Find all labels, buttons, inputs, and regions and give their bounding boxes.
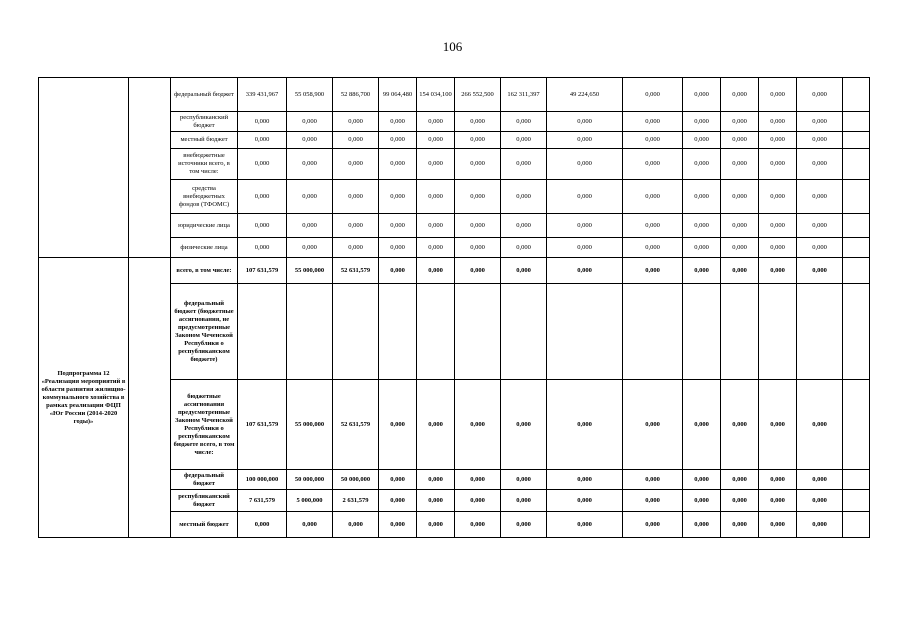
amount-cell: 0,000 (721, 78, 759, 112)
amount-cell: 0,000 (683, 490, 721, 512)
amount-cell: 0,000 (238, 112, 287, 132)
table-row (39, 78, 870, 112)
amount-cell: 0,000 (547, 149, 623, 180)
amount-cell: 0,000 (501, 238, 547, 258)
amount-cell: 0,000 (547, 470, 623, 490)
amount-cell: 0,000 (455, 470, 501, 490)
amount-cell: 0,000 (547, 490, 623, 512)
amount-cell: 0,000 (287, 149, 333, 180)
amount-cell: 0,000 (417, 490, 455, 512)
funding-source-cell: местный бюджет (171, 512, 238, 538)
amount-cell: 0,000 (721, 380, 759, 470)
funding-source-cell: местный бюджет (171, 132, 238, 149)
amount-cell: 0,000 (797, 214, 843, 238)
amount-cell: 0,000 (455, 238, 501, 258)
amount-cell: 0,000 (797, 238, 843, 258)
amount-cell: 0,000 (683, 132, 721, 149)
amount-cell: 0,000 (759, 380, 797, 470)
amount-cell: 0,000 (501, 512, 547, 538)
empty-cell (843, 214, 870, 238)
amount-cell: 0,000 (547, 258, 623, 284)
empty-cell (238, 284, 287, 380)
amount-cell: 50 000,000 (287, 470, 333, 490)
amount-cell: 0,000 (333, 180, 379, 214)
empty-cell (333, 284, 379, 380)
amount-cell: 0,000 (238, 512, 287, 538)
amount-cell: 0,000 (455, 214, 501, 238)
funding-source-cell: средства внебюджетных фондов (ТФОМС) (171, 180, 238, 214)
funding-source-cell: внебюджетные источники всего, в том числе: (171, 149, 238, 180)
amount-cell: 0,000 (721, 490, 759, 512)
amount-cell: 0,000 (287, 214, 333, 238)
empty-cell (623, 284, 683, 380)
empty-cell (721, 284, 759, 380)
amount-cell: 0,000 (683, 180, 721, 214)
amount-cell: 0,000 (721, 258, 759, 284)
empty-cell (797, 284, 843, 380)
amount-cell: 107 631,579 (238, 258, 287, 284)
empty-cell (129, 258, 171, 538)
amount-cell: 0,000 (417, 238, 455, 258)
amount-cell: 0,000 (759, 490, 797, 512)
amount-cell: 0,000 (683, 238, 721, 258)
amount-cell: 0,000 (683, 78, 721, 112)
amount-cell: 0,000 (797, 78, 843, 112)
amount-cell: 0,000 (287, 112, 333, 132)
amount-cell: 0,000 (797, 112, 843, 132)
amount-cell: 0,000 (379, 380, 417, 470)
funding-source-cell: физические лица (171, 238, 238, 258)
empty-cell (843, 78, 870, 112)
amount-cell: 0,000 (238, 149, 287, 180)
amount-cell: 0,000 (623, 112, 683, 132)
funding-source-cell: всего, в том числе: (171, 258, 238, 284)
amount-cell: 0,000 (379, 238, 417, 258)
amount-cell: 0,000 (417, 258, 455, 284)
amount-cell: 0,000 (379, 149, 417, 180)
empty-cell (455, 284, 501, 380)
budget-table-body (39, 78, 870, 538)
amount-cell: 0,000 (547, 214, 623, 238)
amount-cell: 2 631,579 (333, 490, 379, 512)
amount-cell: 0,000 (287, 180, 333, 214)
empty-cell (843, 238, 870, 258)
amount-cell: 52 631,579 (333, 258, 379, 284)
budget-table (38, 77, 870, 538)
amount-cell: 0,000 (455, 490, 501, 512)
amount-cell: 0,000 (547, 132, 623, 149)
empty-cell (843, 380, 870, 470)
amount-cell: 0,000 (797, 380, 843, 470)
amount-cell: 0,000 (759, 132, 797, 149)
amount-cell: 0,000 (379, 112, 417, 132)
amount-cell: 0,000 (721, 214, 759, 238)
amount-cell: 100 000,000 (238, 470, 287, 490)
amount-cell: 0,000 (501, 470, 547, 490)
table-row (39, 258, 870, 284)
subprogram-title-cell: Подпрограмма 12 «Реализация мероприятий в области развития жилищно-коммунального хозяйства в рамках реализации ФЦП «Юг России (2014-2020 годы)» (39, 258, 129, 538)
funding-source-cell: федеральный бюджет (171, 78, 238, 112)
page-number: 106 (442, 39, 463, 54)
amount-cell: 0,000 (759, 512, 797, 538)
amount-cell: 0,000 (623, 180, 683, 214)
amount-cell: 0,000 (333, 149, 379, 180)
amount-cell: 0,000 (417, 180, 455, 214)
amount-cell: 0,000 (333, 238, 379, 258)
empty-cell (843, 284, 870, 380)
amount-cell: 0,000 (417, 132, 455, 149)
empty-cell (129, 78, 171, 258)
amount-cell: 0,000 (455, 149, 501, 180)
amount-cell: 0,000 (797, 258, 843, 284)
amount-cell: 0,000 (623, 258, 683, 284)
amount-cell: 0,000 (623, 512, 683, 538)
empty-cell (843, 132, 870, 149)
amount-cell: 0,000 (501, 490, 547, 512)
amount-cell: 0,000 (759, 180, 797, 214)
empty-cell (287, 284, 333, 380)
amount-cell: 7 631,579 (238, 490, 287, 512)
amount-cell: 162 311,397 (501, 78, 547, 112)
amount-cell: 0,000 (797, 132, 843, 149)
amount-cell: 0,000 (759, 258, 797, 284)
funding-source-cell: юридические лица (171, 214, 238, 238)
amount-cell: 0,000 (417, 112, 455, 132)
amount-cell: 0,000 (721, 112, 759, 132)
amount-cell: 0,000 (417, 470, 455, 490)
empty-cell (501, 284, 547, 380)
amount-cell: 0,000 (721, 132, 759, 149)
amount-cell: 0,000 (759, 214, 797, 238)
amount-cell: 0,000 (238, 180, 287, 214)
amount-cell: 0,000 (797, 470, 843, 490)
amount-cell: 0,000 (547, 112, 623, 132)
amount-cell: 0,000 (721, 238, 759, 258)
amount-cell: 0,000 (501, 380, 547, 470)
amount-cell: 0,000 (333, 112, 379, 132)
amount-cell: 0,000 (379, 490, 417, 512)
amount-cell: 0,000 (501, 180, 547, 214)
amount-cell: 0,000 (759, 78, 797, 112)
amount-cell: 55 058,900 (287, 78, 333, 112)
amount-cell: 0,000 (238, 214, 287, 238)
empty-cell (843, 112, 870, 132)
amount-cell: 0,000 (238, 132, 287, 149)
empty-cell (683, 284, 721, 380)
amount-cell: 0,000 (623, 490, 683, 512)
amount-cell: 0,000 (379, 512, 417, 538)
amount-cell: 154 034,100 (417, 78, 455, 112)
amount-cell: 0,000 (759, 238, 797, 258)
amount-cell: 0,000 (501, 214, 547, 238)
amount-cell: 5 000,000 (287, 490, 333, 512)
amount-cell: 55 000,000 (287, 380, 333, 470)
empty-cell (843, 258, 870, 284)
amount-cell: 0,000 (501, 112, 547, 132)
funding-source-cell: республиканский бюджет (171, 490, 238, 512)
amount-cell: 0,000 (623, 149, 683, 180)
empty-cell (843, 470, 870, 490)
empty-cell (843, 512, 870, 538)
amount-cell: 0,000 (455, 112, 501, 132)
amount-cell: 0,000 (287, 238, 333, 258)
amount-cell: 0,000 (417, 149, 455, 180)
amount-cell: 0,000 (501, 132, 547, 149)
empty-cell (843, 180, 870, 214)
amount-cell: 0,000 (623, 132, 683, 149)
amount-cell: 0,000 (797, 149, 843, 180)
amount-cell: 0,000 (759, 149, 797, 180)
amount-cell: 266 552,500 (455, 78, 501, 112)
amount-cell: 0,000 (379, 214, 417, 238)
amount-cell: 0,000 (379, 180, 417, 214)
amount-cell: 0,000 (623, 238, 683, 258)
empty-cell (843, 490, 870, 512)
amount-cell: 0,000 (683, 258, 721, 284)
amount-cell: 0,000 (683, 112, 721, 132)
amount-cell: 107 631,579 (238, 380, 287, 470)
amount-cell: 50 000,000 (333, 470, 379, 490)
amount-cell: 0,000 (455, 512, 501, 538)
amount-cell: 0,000 (623, 470, 683, 490)
amount-cell: 0,000 (759, 112, 797, 132)
empty-cell (843, 149, 870, 180)
amount-cell: 0,000 (287, 132, 333, 149)
amount-cell: 0,000 (683, 149, 721, 180)
amount-cell: 0,000 (683, 512, 721, 538)
empty-cell (39, 78, 129, 258)
funding-source-cell: республиканский бюджет (171, 112, 238, 132)
amount-cell: 0,000 (759, 470, 797, 490)
amount-cell: 0,000 (455, 258, 501, 284)
amount-cell: 52 886,700 (333, 78, 379, 112)
amount-cell: 0,000 (623, 380, 683, 470)
empty-cell (547, 284, 623, 380)
amount-cell: 0,000 (547, 512, 623, 538)
amount-cell: 0,000 (455, 180, 501, 214)
amount-cell: 0,000 (547, 238, 623, 258)
empty-cell (379, 284, 417, 380)
empty-cell (759, 284, 797, 380)
funding-source-cell: федеральный бюджет (171, 470, 238, 490)
amount-cell: 99 064,480 (379, 78, 417, 112)
amount-cell: 0,000 (501, 258, 547, 284)
amount-cell: 0,000 (797, 490, 843, 512)
amount-cell: 0,000 (333, 132, 379, 149)
amount-cell: 339 431,967 (238, 78, 287, 112)
funding-source-cell: бюджетные ассигнования предусмотренные Законом Чеченской Республики о республиканском бюджете всего, в том числе: (171, 380, 238, 470)
amount-cell: 0,000 (623, 78, 683, 112)
amount-cell: 0,000 (379, 132, 417, 149)
amount-cell: 0,000 (455, 132, 501, 149)
amount-cell: 0,000 (797, 512, 843, 538)
amount-cell: 0,000 (379, 258, 417, 284)
amount-cell: 0,000 (683, 470, 721, 490)
amount-cell: 0,000 (417, 380, 455, 470)
amount-cell: 0,000 (683, 380, 721, 470)
amount-cell: 0,000 (721, 470, 759, 490)
amount-cell: 52 631,579 (333, 380, 379, 470)
amount-cell: 0,000 (501, 149, 547, 180)
amount-cell: 0,000 (455, 380, 501, 470)
amount-cell: 0,000 (721, 512, 759, 538)
amount-cell: 0,000 (797, 180, 843, 214)
amount-cell: 0,000 (417, 512, 455, 538)
funding-source-cell: федеральный бюджет (бюджетные ассигнования, не предусмотренные Законом Чеченской Республики о республиканском бюджете) (171, 284, 238, 380)
amount-cell: 0,000 (721, 180, 759, 214)
amount-cell: 0,000 (287, 512, 333, 538)
amount-cell: 0,000 (547, 380, 623, 470)
amount-cell: 0,000 (333, 512, 379, 538)
amount-cell: 0,000 (623, 214, 683, 238)
amount-cell: 0,000 (417, 214, 455, 238)
empty-cell (417, 284, 455, 380)
amount-cell: 0,000 (683, 214, 721, 238)
amount-cell: 49 224,650 (547, 78, 623, 112)
amount-cell: 0,000 (379, 470, 417, 490)
amount-cell: 0,000 (333, 214, 379, 238)
amount-cell: 0,000 (721, 149, 759, 180)
amount-cell: 0,000 (547, 180, 623, 214)
amount-cell: 55 000,000 (287, 258, 333, 284)
amount-cell: 0,000 (238, 238, 287, 258)
